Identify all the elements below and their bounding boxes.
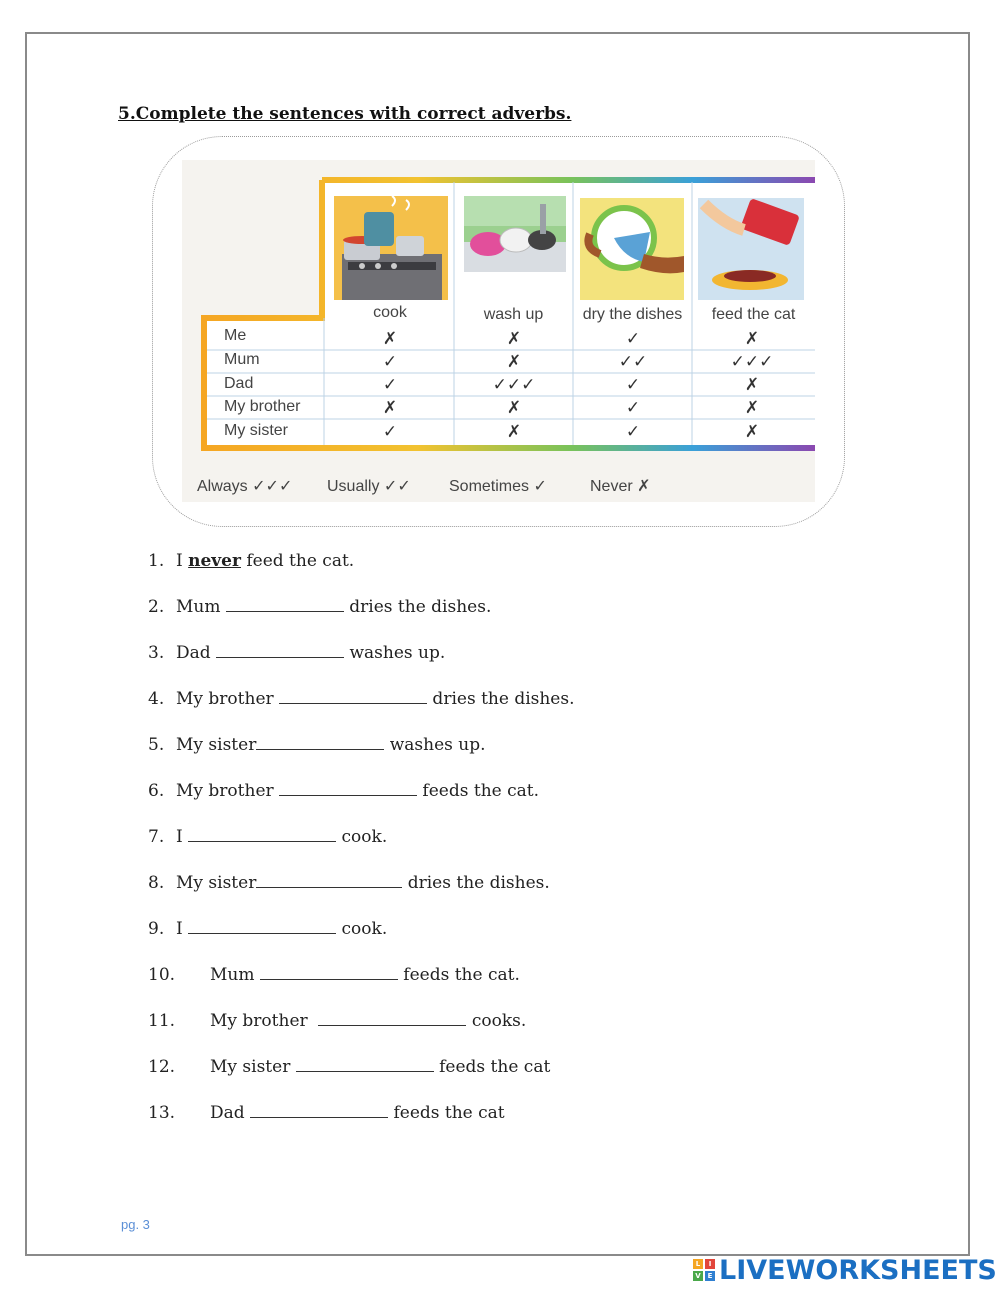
question-number: 9. (148, 919, 165, 939)
column-header-wash-up: wash up (483, 306, 544, 323)
answer-blank[interactable] (260, 965, 398, 980)
question-text: My sister (210, 1057, 296, 1077)
table-cell: ✓ (625, 375, 641, 395)
question-text: cook. (336, 827, 388, 847)
question-4 (148, 689, 575, 709)
row-header-my-brother: My brother (224, 398, 301, 415)
question-text: feeds the cat (433, 1057, 551, 1077)
question-text: dries the dishes. (402, 873, 550, 893)
liveworksheets-logo[interactable] (693, 1253, 997, 1287)
row-header-mum: Mum (224, 351, 260, 368)
table-cell: ✓✓ (618, 352, 648, 372)
row-header-my-sister: My sister (224, 422, 288, 439)
legend-usually: Usually ✓✓ (327, 478, 411, 495)
page-number: pg. 3 (121, 1217, 150, 1232)
question-2 (148, 597, 491, 617)
table-cell: ✓ (625, 329, 641, 349)
logo-text: LIVEWORKSHEETS (719, 1254, 997, 1286)
question-text: feeds the cat. (417, 781, 539, 801)
question-number: 1. (148, 551, 165, 571)
question-text: Dad (210, 1103, 251, 1123)
question-text: Mum (210, 965, 260, 985)
question-text: feed the cat. (240, 551, 355, 571)
question-text: washes up. (344, 643, 446, 663)
table-cell: ✗ (506, 422, 522, 442)
table-cell: ✗ (506, 398, 522, 418)
table-cell: ✓✓✓ (730, 352, 774, 372)
answer-example: never (188, 551, 241, 571)
row-header-dad: Dad (224, 375, 254, 392)
table-cell: ✗ (382, 329, 398, 349)
question-text: feeds the cat (388, 1103, 505, 1123)
legend-sometimes: Sometimes ✓ (449, 478, 547, 495)
table-cell: ✓ (382, 422, 398, 442)
logo-mark-letter: I (705, 1259, 715, 1269)
question-number: 5. (148, 735, 165, 755)
question-text: washes up. (384, 735, 486, 755)
question-text: My brother (210, 1011, 319, 1031)
table-cell: ✗ (506, 329, 522, 349)
question-text: Mum (176, 597, 226, 617)
answer-blank[interactable] (318, 1011, 466, 1026)
question-number: 8. (148, 873, 165, 893)
question-number: 6. (148, 781, 165, 801)
table-cell: ✓ (625, 398, 641, 418)
table-cell: ✓ (382, 375, 398, 395)
question-text: My sister (176, 735, 257, 755)
question-number: 11. (148, 1011, 176, 1031)
question-1 (148, 551, 354, 571)
question-10 (148, 965, 520, 985)
question-number: 13. (148, 1103, 176, 1123)
question-text: My brother (176, 689, 280, 709)
answer-blank[interactable] (256, 735, 384, 750)
feed-cat-picture (698, 198, 804, 300)
table-cell: ✗ (744, 329, 760, 349)
question-text: I (176, 827, 189, 847)
table-cell: ✗ (382, 398, 398, 418)
cook-picture (334, 196, 448, 300)
question-text: feeds the cat. (397, 965, 520, 985)
table-cell: ✓✓✓ (492, 375, 536, 395)
row-header-me: Me (224, 327, 247, 344)
chores-chart-image (182, 160, 815, 502)
question-text: cooks. (466, 1011, 527, 1031)
legend-always: Always ✓✓✓ (197, 478, 293, 495)
logo-mark-icon (693, 1259, 715, 1281)
answer-blank[interactable] (226, 597, 344, 612)
answer-blank[interactable] (250, 1103, 388, 1118)
question-text: My brother (176, 781, 280, 801)
table-cell: ✓ (382, 352, 398, 372)
question-number: 2. (148, 597, 165, 617)
answer-blank[interactable] (279, 689, 427, 704)
table-cell: ✗ (506, 352, 522, 372)
exercise-heading: 5.Complete the sentences with correct adverbs. (118, 104, 572, 124)
question-text: I (176, 551, 189, 571)
table-cell: ✓ (625, 422, 641, 442)
answer-blank[interactable] (256, 873, 402, 888)
table-cell: ✗ (744, 375, 760, 395)
legend-never: Never ✗ (590, 478, 651, 495)
question-6 (148, 781, 539, 801)
question-text: cook. (336, 919, 388, 939)
answer-blank[interactable] (296, 1057, 434, 1072)
question-8 (148, 873, 550, 893)
logo-mark-letter: V (693, 1271, 703, 1281)
answer-blank[interactable] (279, 781, 417, 796)
question-12 (148, 1057, 550, 1077)
question-3 (148, 643, 445, 663)
table-cell: ✗ (744, 422, 760, 442)
question-text: I (176, 919, 189, 939)
logo-mark-letter: E (705, 1271, 715, 1281)
question-number: 12. (148, 1057, 176, 1077)
question-9 (148, 919, 387, 939)
dry-dishes-picture (580, 198, 684, 300)
column-header-feed-the-cat: feed the cat (711, 306, 796, 323)
question-text: dries the dishes. (427, 689, 575, 709)
logo-mark-letter: L (693, 1259, 703, 1269)
question-text: Dad (176, 643, 217, 663)
answer-blank[interactable] (188, 827, 336, 842)
answer-blank[interactable] (188, 919, 336, 934)
question-7 (148, 827, 387, 847)
question-number: 3. (148, 643, 165, 663)
question-5 (148, 735, 486, 755)
question-11 (148, 1011, 526, 1031)
question-number: 10. (148, 965, 176, 985)
question-number: 4. (148, 689, 165, 709)
question-13 (148, 1103, 505, 1123)
answer-blank[interactable] (216, 643, 344, 658)
wash-up-picture (464, 196, 566, 272)
question-text: My sister (176, 873, 257, 893)
table-cell: ✗ (744, 398, 760, 418)
question-text: dries the dishes. (343, 597, 492, 617)
column-header-dry-the-dishes: dry the dishes (582, 306, 683, 323)
question-number: 7. (148, 827, 165, 847)
column-header-cook: cook (373, 304, 407, 321)
